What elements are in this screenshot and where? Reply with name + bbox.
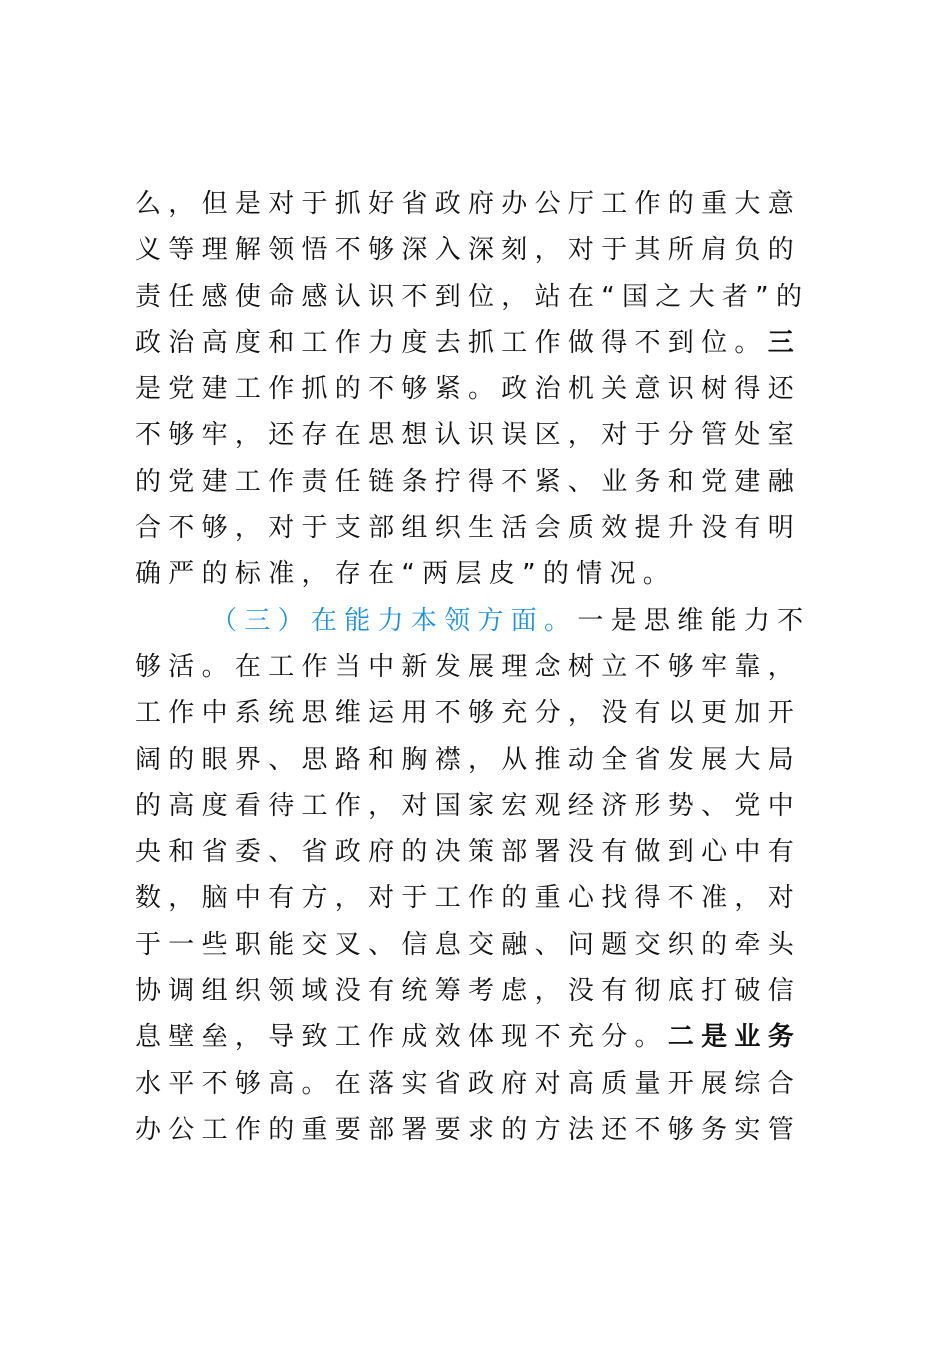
text-line: 阔的眼界、思路和胸襟，从推动全省发展大局 bbox=[135, 744, 802, 775]
section-heading-line bbox=[135, 598, 819, 644]
text-line: 责任感使命感认识不到位，站在“国之大者”的 bbox=[135, 281, 810, 312]
text-run: 政治高度和工作力度去抓工作做得不到位。 bbox=[135, 327, 768, 358]
bold-marker: 二是业务 bbox=[667, 1022, 802, 1053]
bold-marker: 三 bbox=[767, 327, 802, 358]
body-text bbox=[135, 181, 819, 1153]
text-line: 工作中系统思维运用不够充分，没有以更加开 bbox=[135, 698, 802, 729]
text-line: 央和省委、省政府的决策部署没有做到心中有 bbox=[135, 837, 802, 868]
text-run: 一是思维能力不 bbox=[577, 605, 811, 636]
text-line: 协调组织领域没有统筹考虑，没有彻底打破信 bbox=[135, 976, 802, 1007]
text-line: 确严的标准，存在“两层皮”的情况。 bbox=[135, 559, 677, 590]
text-line: 办公工作的重要部署要求的方法还不够务实管 bbox=[135, 1114, 802, 1145]
text-line: 的党建工作责任链条拧得不紧、业务和党建融 bbox=[135, 466, 802, 497]
text-run: 息壁垒，导致工作成效体现不充分。 bbox=[135, 1022, 668, 1053]
text-line: 水平不够高。在落实省政府对高质量开展综合 bbox=[135, 1068, 802, 1099]
text-line: 合不够，对于支部组织生活会质效提升没有明 bbox=[135, 513, 802, 544]
text-line: 数，脑中有方，对于工作的重心找得不准，对 bbox=[135, 883, 802, 914]
text-line: 于一些职能交叉、信息交融、问题交织的牵头 bbox=[135, 929, 802, 960]
text-line: 够活。在工作当中新发展理念树立不够牢靠， bbox=[135, 651, 802, 682]
text-line: 么，但是对于抓好省政府办公厅工作的重大意 bbox=[135, 189, 802, 219]
text-line: 的高度看待工作，对国家宏观经济形势、党中 bbox=[135, 790, 802, 821]
text-line: 不够牢，还存在思想认识误区，对于分管处室 bbox=[135, 420, 802, 451]
text-line bbox=[135, 1014, 819, 1060]
section-heading: （三）在能力本领方面。 bbox=[211, 605, 578, 636]
text-line: 义等理解领悟不够深入深刻，对于其所肩负的 bbox=[135, 235, 802, 266]
text-line bbox=[135, 320, 819, 366]
text-line: 是党建工作抓的不够紧。政治机关意识树得还 bbox=[135, 374, 802, 405]
